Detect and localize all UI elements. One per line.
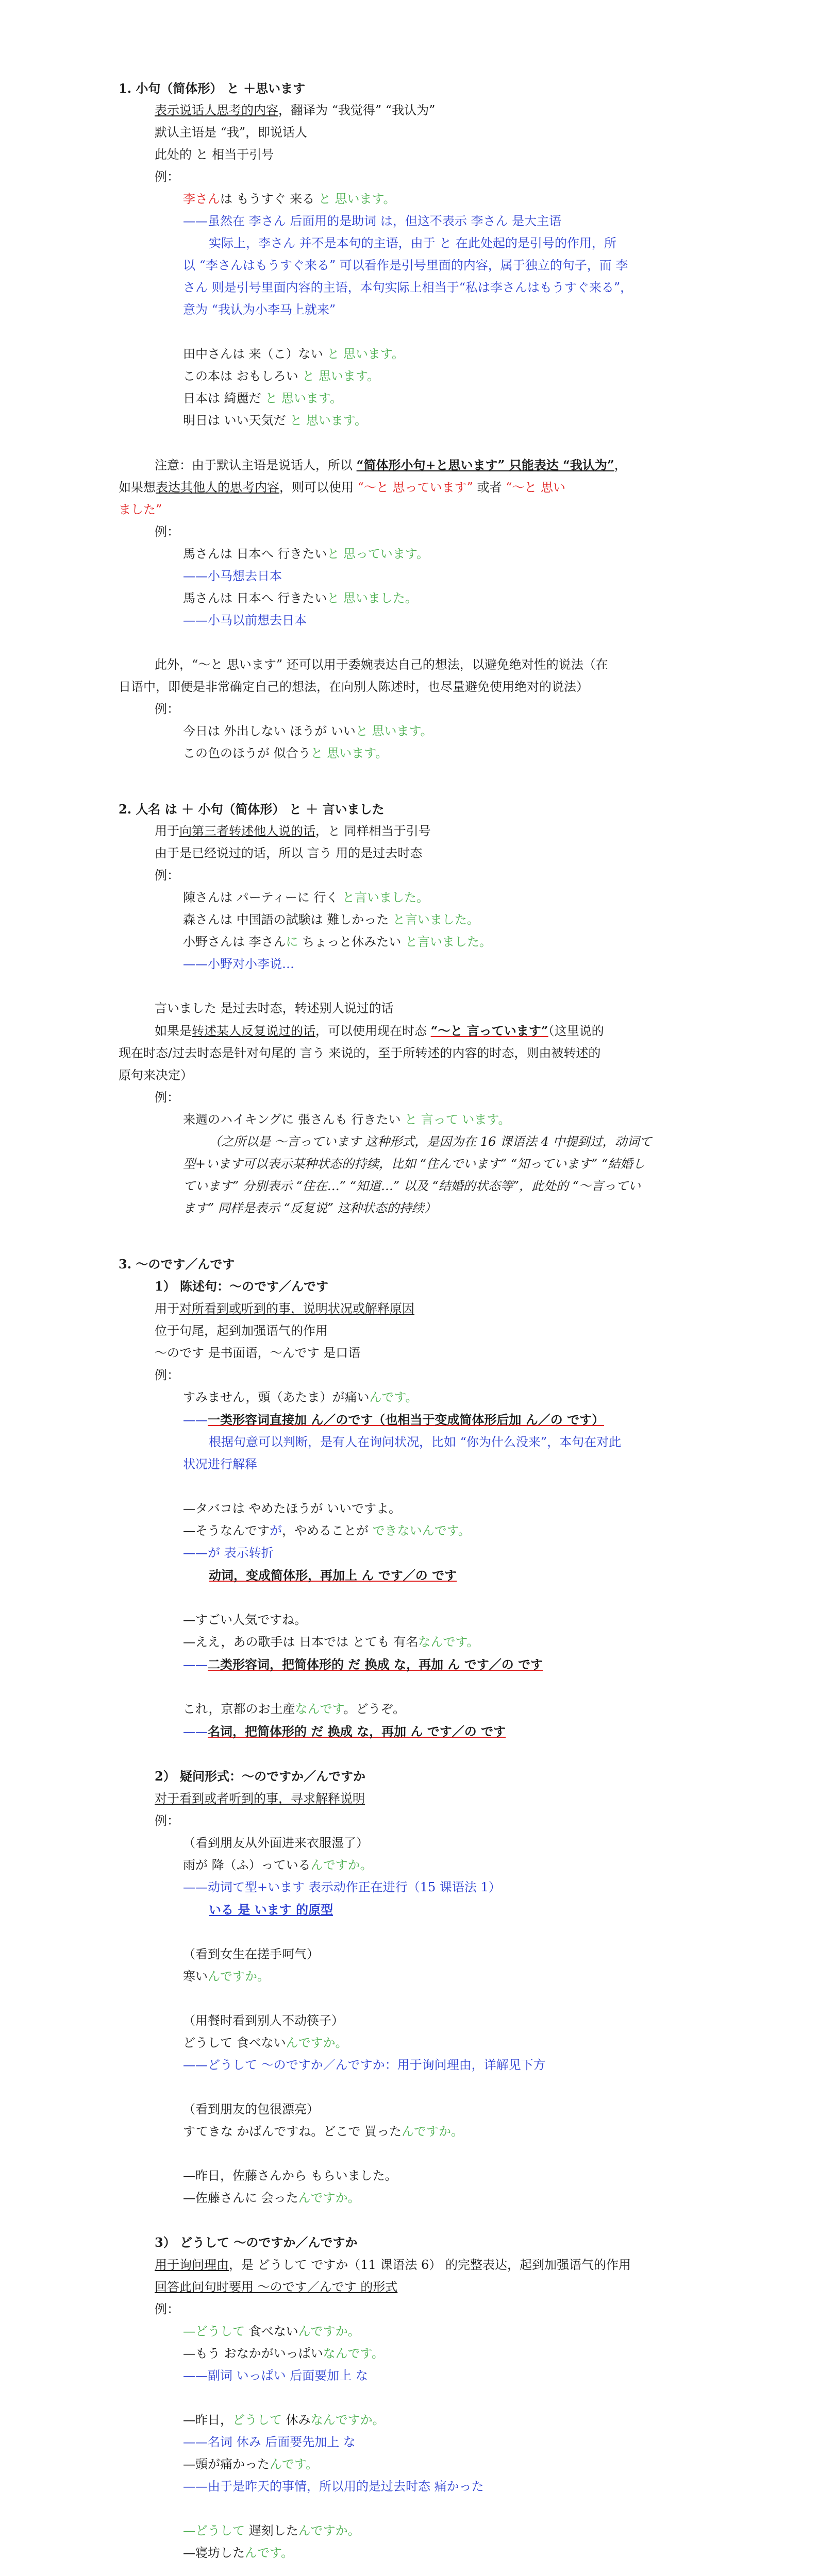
- text-run: に: [286, 935, 298, 949]
- blank-line: [119, 765, 701, 787]
- text-line: [119, 931, 701, 953]
- text-run: [331, 192, 335, 206]
- text-line: [119, 2121, 701, 2143]
- text-run: と 言って います。: [405, 1112, 511, 1127]
- text-run: 思います。: [335, 192, 396, 206]
- text-run: （这里说的: [548, 1024, 604, 1038]
- text-line: [119, 609, 701, 632]
- text-line: [119, 477, 701, 499]
- text-line: [119, 365, 701, 387]
- text-line: [119, 2098, 701, 2121]
- text-line: [119, 1431, 701, 1453]
- text-run: 二类形容词，把简体形的 だ 换成 な，再加 ん です／の です: [208, 1657, 543, 1672]
- text-line: [119, 1720, 701, 1743]
- text-run: ——由于是昨天的事情，所以用的是过去时态 痛かった: [183, 2479, 484, 2494]
- text-run: 1） 陈述句：～のです／んです: [155, 1279, 329, 1294]
- text-line: [119, 2165, 701, 2187]
- text-line: [119, 122, 701, 144]
- text-line: [119, 2187, 701, 2209]
- text-run: “简体形小句+と思います” 只能表达 “我认为”: [356, 457, 614, 472]
- text-run: “～と 言っています”: [430, 1023, 548, 1038]
- text-line: [119, 166, 701, 188]
- text-run: さん 则是引号里面内容的主语，本句实际上相当于“私は李さんはもうすぐ来る”，: [183, 280, 633, 295]
- text-run: 例：: [155, 170, 179, 184]
- text-run: この色のほうが 似合う: [183, 746, 311, 760]
- text-line: [119, 2365, 701, 2387]
- section-heading: [119, 798, 701, 820]
- text-run: 休み: [282, 2413, 311, 2427]
- text-line: [119, 1175, 701, 1197]
- text-run: 表达其他人的思考内容: [156, 480, 279, 495]
- text-run: （用餐时看到别人不动筷子）: [183, 2013, 344, 2028]
- text-line: [119, 1965, 701, 1988]
- text-line: [119, 255, 701, 277]
- text-run: —すごい人気ですね。: [183, 1613, 307, 1627]
- text-run: んです。: [270, 2457, 319, 2471]
- blank-line: [119, 2209, 701, 2231]
- text-run: と 思います。: [310, 746, 388, 760]
- text-run: ——小马以前想去日本: [183, 613, 307, 628]
- text-line: [119, 2254, 701, 2276]
- grammar-notes-document: [119, 77, 701, 2576]
- text-run: 森さんは 中国語の試験は 難しかった: [183, 912, 393, 927]
- text-line: [119, 953, 701, 975]
- text-run: 此外，“～と 思います” 还可以用于委婉表达自己的想法，以避免绝对性的说法（在: [155, 657, 608, 672]
- blank-line: [119, 2498, 701, 2520]
- blank-line: [119, 1242, 701, 1253]
- blank-line: [119, 432, 701, 454]
- text-line: [119, 1109, 701, 1131]
- text-run: 此处的 と 相当于引号: [155, 147, 274, 162]
- text-run: 转述某人反复说过的话: [192, 1024, 315, 1038]
- text-run: どうして: [195, 2324, 245, 2338]
- text-line: [119, 2054, 701, 2076]
- text-line: [119, 99, 701, 122]
- text-run: が: [270, 1523, 282, 1538]
- text-line: [119, 1131, 701, 1153]
- text-run: と 思いました。: [327, 591, 418, 605]
- text-line: [119, 1698, 701, 1720]
- text-run: 李さん: [183, 192, 220, 206]
- text-run: ——名词 休み 后面要先加上 な: [183, 2435, 356, 2449]
- text-run: —そうなんです: [183, 1523, 270, 1538]
- text-run: ，: [614, 458, 627, 472]
- text-run: 3） どうして ～のですか／んですか: [155, 2235, 358, 2250]
- text-run: と 思います。: [327, 347, 404, 361]
- text-line: [119, 1342, 701, 1364]
- text-line: [119, 820, 701, 842]
- text-run: —もう おなかがいっぱい: [183, 2346, 323, 2361]
- text-run: 言いました 是过去时态，转述别人说过的话: [155, 1001, 394, 1015]
- text-run: —昨日，: [183, 2413, 232, 2427]
- text-run: 实际上，李さん 并不是本句的主语，由于 と 在此处起的是引号的作用，所: [209, 236, 616, 250]
- text-line: [119, 909, 701, 931]
- text-run: （看到女生在搓手呵气）: [183, 1947, 319, 1961]
- text-line: [119, 1409, 701, 1431]
- text-run: んですか。: [401, 2124, 463, 2139]
- text-line: [119, 232, 701, 255]
- text-run: んですか。: [208, 1969, 270, 1984]
- text-run: と 思います。: [302, 369, 379, 383]
- text-run: なんです: [295, 1702, 344, 1716]
- text-run: —寝坊した: [183, 2546, 245, 2560]
- text-run: 田中さんは 来（こ）ない: [183, 347, 327, 361]
- text-run: すみません，頭（あたま）が痛い: [183, 1390, 370, 1404]
- text-line: [119, 2520, 701, 2542]
- text-run: ，是 どうして ですか（11 课语法 6） 的完整表达，起到加强语气的作用: [229, 2258, 631, 2272]
- blank-line: [119, 1921, 701, 1943]
- text-run: 日本は 綺麗だ: [183, 391, 265, 405]
- text-run: 例：: [155, 524, 179, 539]
- text-line: [119, 2476, 701, 2498]
- text-line: [119, 1386, 701, 1409]
- text-run: 对所看到或听到的事，说明状况或解释原因: [179, 1301, 414, 1316]
- text-line: [119, 1788, 701, 1810]
- text-run: 原句来决定）: [119, 1068, 193, 1082]
- text-line: [119, 1876, 701, 1899]
- text-run: 现在时态/过去时态是针对句尾的 言う 来说的，至于所转述的内容的时态，则由被转述的: [119, 1046, 601, 1060]
- text-run: 状况进行解释: [183, 1457, 257, 1471]
- text-run: ，则可以使用: [279, 480, 358, 495]
- text-run: 由于是已经说过的话，所以 言う 用的是过去时态: [155, 846, 423, 860]
- text-line: [119, 2320, 701, 2343]
- text-run: なんです。: [418, 1635, 479, 1649]
- text-run: ちょっと休みたい: [298, 935, 405, 949]
- text-run: ——小马想去日本: [183, 569, 282, 583]
- text-line: [119, 1197, 701, 1219]
- text-line: [119, 2032, 701, 2054]
- text-line: [119, 2276, 701, 2298]
- text-run: 意为 “我认为小李马上就来”: [183, 302, 336, 317]
- blank-line: [119, 321, 701, 343]
- text-run: 用于: [155, 824, 179, 838]
- text-run: （看到朋友的包很漂亮）: [183, 2102, 319, 2116]
- text-run: この本は おもしろい: [183, 369, 303, 383]
- blank-line: [119, 1988, 701, 2010]
- text-run: 一类形容词直接加 ん／のです（也相当于变成简体形后加 ん／の です）: [208, 1412, 605, 1427]
- text-run: 例：: [155, 1814, 179, 1828]
- text-line: [119, 1542, 701, 1564]
- text-line: [119, 387, 701, 410]
- text-run: 雨が 降（ふ）っている: [183, 1858, 311, 1872]
- text-run: —ええ，あの歌手は 日本では とても 有名: [183, 1635, 419, 1649]
- text-line: [119, 2298, 701, 2320]
- text-run: と言いました。: [405, 935, 492, 949]
- section-heading: [119, 77, 701, 99]
- text-run: んです。: [245, 2546, 294, 2560]
- text-run: んですか。: [298, 2523, 360, 2538]
- text-run: 根据句意可以判断，是有人在询问状况，比如 “你为什么没来”，本句在对此: [209, 1435, 622, 1449]
- text-run: 以 “李さんはもうすぐ来る” 可以看作是引号里面的内容，属于独立的句子，而 李: [183, 258, 628, 273]
- text-line: [119, 865, 701, 887]
- text-run: （看到朋友从外面进来衣服湿了）: [183, 1836, 369, 1850]
- text-run: 寒い: [183, 1969, 208, 1984]
- text-run: 遅刻した: [245, 2523, 298, 2538]
- blank-line: [119, 975, 701, 997]
- text-line: [119, 188, 701, 210]
- text-line: [119, 2431, 701, 2453]
- text-run: ました”: [119, 502, 162, 517]
- text-line: [119, 1298, 701, 1320]
- text-run: 来週のハイキングに 張さんも 行きたい: [183, 1112, 405, 1127]
- text-run: 2） 疑问形式：～のですか／んですか: [155, 1769, 366, 1784]
- text-run: どうして 食べない: [183, 2036, 286, 2050]
- text-run: ます” 同样是表示 “反复说” 这种状态的持续）: [183, 1201, 437, 1215]
- blank-line: [119, 1476, 701, 1498]
- text-run: と 思います。: [355, 724, 433, 738]
- text-line: [119, 887, 701, 909]
- text-run: 2. 人名 は ＋ 小句（简体形） と ＋ 言いました: [119, 802, 385, 817]
- text-line: [119, 1320, 701, 1342]
- blank-line: [119, 2387, 701, 2409]
- text-run: すてきな かばんですね。どこで 買った: [183, 2124, 402, 2139]
- text-run: と 思っています。: [327, 547, 429, 561]
- text-line: [119, 343, 701, 365]
- text-run: 表示说话人思考的内容: [155, 103, 278, 117]
- text-run: （之所以是 ～言っています 这种形式，是因为在 16 课语法 4 中提到过，动词て: [209, 1134, 652, 1149]
- text-run: 例：: [155, 702, 179, 716]
- text-run: どうして: [195, 2523, 245, 2538]
- blank-line: [119, 632, 701, 654]
- text-run: どうして: [232, 2413, 282, 2427]
- text-run: 日语中，即便是非常确定自己的想法，在向别人陈述时，也尽量避免使用绝对的说法）: [119, 680, 589, 694]
- text-line: [119, 1631, 701, 1653]
- text-run: と言いました。: [342, 890, 429, 905]
- text-run: 小野さんは 李さん: [183, 935, 286, 949]
- text-run: —昨日，佐藤さんから もらいました。: [183, 2168, 397, 2183]
- text-run: ，可以使用现在时态: [315, 1024, 431, 1038]
- text-line: [119, 1899, 701, 1921]
- text-run: なんですか。: [310, 2413, 385, 2427]
- text-line: [119, 1765, 701, 1788]
- text-line: [119, 2010, 701, 2032]
- text-line: [119, 1498, 701, 1520]
- text-run: ——: [183, 1724, 208, 1739]
- text-run: と言いました。: [392, 912, 479, 927]
- blank-line: [119, 1676, 701, 1698]
- text-run: んですか。: [298, 2324, 360, 2338]
- text-line: [119, 1020, 701, 1042]
- text-run: 馬さんは 日本へ 行きたい: [183, 591, 327, 605]
- text-run: んです。: [369, 1390, 418, 1404]
- text-line: [119, 1653, 701, 1676]
- text-run: 陳さんは パーティーに 行く: [183, 890, 342, 905]
- text-run: 例：: [155, 2302, 179, 2316]
- text-run: “～と 思い: [506, 480, 565, 495]
- text-run: 或者: [473, 480, 506, 495]
- text-run: 例：: [155, 1090, 179, 1105]
- text-run: なんです。: [323, 2346, 384, 2361]
- text-run: ——虽然在 李さん 后面用的是助词 は，但这不表示 李さん 是大主语: [183, 214, 562, 228]
- text-line: [119, 210, 701, 232]
- text-run: 用于询问理由: [155, 2258, 229, 2272]
- text-run: 。どうぞ。: [343, 1702, 406, 1716]
- text-run: ——动词て型+います 表示动作正在进行（15 课语法 1）: [183, 1880, 501, 1894]
- blank-line: [119, 2076, 701, 2098]
- text-run: 向第三者转述他人说的话: [179, 824, 315, 838]
- blank-line: [119, 1743, 701, 1765]
- text-line: [119, 1943, 701, 1965]
- text-run: 用于: [155, 1301, 179, 1316]
- text-line: [119, 997, 701, 1020]
- text-run: ています” 分别表示 “住在…” “知道…” 以及 “结婚的状态等”，此处的 “～言ってい: [183, 1179, 641, 1193]
- text-run: —タバコは やめたほうが いいですよ。: [183, 1501, 402, 1516]
- text-line: [119, 1153, 701, 1175]
- text-line: [119, 1364, 701, 1386]
- text-run: と: [318, 192, 331, 206]
- text-line: [119, 144, 701, 166]
- text-run: んですか。: [298, 2191, 360, 2205]
- text-run: 型+います可以表示某种状态的持续，比如 “住んでいます” “知っています” “結婚し: [183, 1157, 645, 1171]
- text-run: ，翻译为 “我觉得” “我认为”: [278, 103, 436, 117]
- text-run: 注意：由于默认主语是说话人，所以: [155, 458, 357, 472]
- text-line: [119, 1064, 701, 1087]
- text-run: 例：: [155, 1368, 179, 1382]
- text-line: [119, 454, 701, 477]
- text-line: [119, 499, 701, 521]
- text-line: [119, 1832, 701, 1854]
- blank-line: [119, 787, 701, 798]
- blank-line: [119, 2143, 701, 2165]
- text-run: んですか。: [310, 1858, 373, 1872]
- text-run: 对于看到或者听到的事，寻求解释说明: [155, 1791, 365, 1806]
- text-run: 名词，把简体形的 だ 换成 な，再加 ん です／の です: [208, 1724, 506, 1739]
- text-run: —: [183, 2523, 195, 2538]
- text-run: 馬さんは 日本へ 行きたい: [183, 547, 327, 561]
- text-run: 位于句尾，起到加强语气的作用: [155, 1324, 328, 1338]
- text-run: ——: [183, 1657, 208, 1672]
- blank-line: [119, 1219, 701, 1242]
- text-run: ～のです 是书面语，～んです 是口语: [155, 1346, 361, 1360]
- text-line: [119, 1520, 701, 1542]
- text-run: 明日は いい天気だ: [183, 413, 290, 428]
- text-line: [119, 2453, 701, 2476]
- text-run: んですか。: [286, 2036, 348, 2050]
- text-line: [119, 654, 701, 676]
- text-line: [119, 1810, 701, 1832]
- text-run: “～と 思っています”: [357, 480, 473, 495]
- text-line: [119, 1453, 701, 1476]
- text-run: ——が 表示转折: [183, 1546, 274, 1560]
- text-run: と 思います。: [290, 413, 367, 428]
- text-line: [119, 676, 701, 698]
- text-line: [119, 2409, 701, 2431]
- text-line: [119, 1609, 701, 1631]
- text-line: [119, 587, 701, 609]
- text-line: [119, 543, 701, 565]
- text-run: 今日は 外出しない ほうが いい: [183, 724, 356, 738]
- text-line: [119, 1275, 701, 1298]
- text-run: —頭が痛かった: [183, 2457, 270, 2471]
- text-line: [119, 1042, 701, 1064]
- text-run: ——副词 いっぱい 后面要加上 な: [183, 2368, 368, 2383]
- text-run: —: [183, 2324, 195, 2338]
- text-run: 动词，变成简体形，再加上 ん です／の です: [209, 1568, 457, 1583]
- text-run: 食べない: [245, 2324, 298, 2338]
- text-line: [119, 720, 701, 742]
- text-line: [119, 565, 701, 587]
- text-run: これ，京都のお土産: [183, 1702, 295, 1716]
- text-run: 3. ～のです／んです: [119, 1257, 235, 1272]
- text-line: [119, 2343, 701, 2365]
- text-line: [119, 842, 701, 865]
- text-line: [119, 1564, 701, 1587]
- text-line: [119, 1087, 701, 1109]
- text-line: [119, 299, 701, 321]
- text-run: 如果是: [155, 1024, 192, 1038]
- text-line: [119, 521, 701, 543]
- text-line: [119, 277, 701, 299]
- text-line: [119, 742, 701, 765]
- text-run: 回答此问句时要用 ～のです／んです 的形式: [155, 2280, 398, 2294]
- text-run: できないんです。: [372, 1523, 471, 1538]
- text-line: [119, 410, 701, 432]
- text-line: [119, 2231, 701, 2254]
- text-run: —佐藤さんに 会った: [183, 2191, 298, 2205]
- text-run: ——どうして ～のですか／んですか：用于询问理由，详解见下方: [183, 2058, 546, 2072]
- text-run: 例：: [155, 868, 179, 883]
- text-run: いる 是 います 的原型: [209, 1902, 333, 1917]
- text-run: 1. 小句（简体形） と ＋思います: [119, 81, 306, 96]
- text-line: [119, 2542, 701, 2564]
- blank-line: [119, 2564, 701, 2576]
- text-line: [119, 698, 701, 720]
- text-run: ——小野对小李说…: [183, 957, 294, 971]
- text-run: ——: [183, 1413, 208, 1427]
- section-heading: [119, 1253, 701, 1275]
- text-run: ，と 同样相当于引号: [315, 824, 431, 838]
- text-run: 默认主语是 “我”，即说话人: [155, 125, 308, 140]
- text-run: ，やめることが: [282, 1523, 373, 1538]
- text-run: と 思います。: [265, 391, 342, 405]
- blank-line: [119, 1587, 701, 1609]
- text-run: 如果想: [119, 480, 156, 495]
- text-run: は もうすぐ 来る: [220, 192, 319, 206]
- text-line: [119, 1854, 701, 1876]
